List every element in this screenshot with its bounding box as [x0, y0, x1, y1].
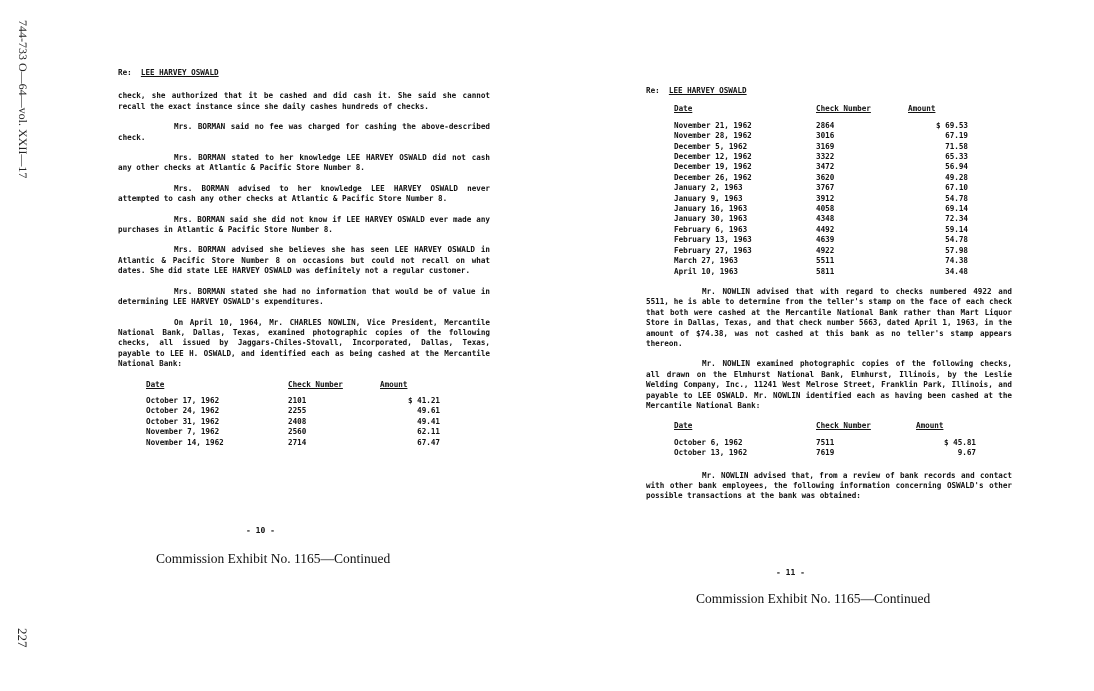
cell-date: October 6, 1962 [674, 437, 743, 447]
cell-date: January 16, 1963 [674, 204, 748, 214]
table-row [674, 256, 978, 266]
table-row [674, 121, 978, 131]
paragraph: Mrs. BORMAN said no fee was charged for cashing the above-described check. [118, 122, 490, 142]
paragraph: On April 10, 1964, Mr. CHARLES NOWLIN, Vice President, Mercantile National Bank, Dallas, Texas, examined photographic copies of the following checks, all issued by Jaggars-Chiles-Stovall, Incorporated, Dallas, Texas, payable to LEE H. OSWALD, and identified each as being cashed at the Mercantile National Bank: [118, 317, 490, 369]
cell-date: October 13, 1962 [674, 448, 748, 458]
closing-paragraph: Mr. NOWLIN advised that, from a review of bank records and contact with other bank employees, the following information concerning OSWALD's other possible transactions at the bank was obtained: [646, 470, 1012, 501]
cell-date: March 27, 1963 [674, 256, 739, 266]
table-row [674, 235, 978, 245]
cell-amount: 62.11 [417, 427, 440, 437]
cell-check-number: 3016 [816, 131, 835, 141]
cell-amount: 67.47 [417, 437, 440, 447]
re-subject: LEE HARVEY OSWALD [140, 68, 219, 77]
cell-amount: $ 41.21 [407, 395, 440, 405]
cell-amount: $ 45.81 [943, 437, 976, 447]
cell-amount: 65.33 [945, 152, 968, 162]
right-paragraphs [646, 287, 1012, 411]
table-row [146, 438, 450, 448]
left-caption: Commission Exhibit No. 1165—Continued [156, 551, 391, 566]
cell-amount: 67.10 [945, 183, 968, 193]
cell-check-number: 4922 [816, 245, 835, 255]
cell-amount: 54.78 [945, 193, 968, 203]
col-header-amount: Amount [380, 379, 408, 389]
right-caption: Commission Exhibit No. 1165—Continued [696, 591, 931, 606]
paragraph: Mr. NOWLIN examined photographic copies of the following checks, all drawn on the Elmhurst National Bank, Elmhurst, Illinois, by the Leslie Welding Company, Inc., 11241 West Melrose Street, Franklin Park, Illinois, and payable to LEE OSWALD. Mr. NOWLIN identified each as having been cashed at the Mercantile National Bank: [646, 359, 1012, 410]
col-header-date: Date [674, 104, 693, 114]
table-row [674, 225, 978, 235]
table-row [674, 267, 978, 277]
left-check-table [146, 380, 450, 448]
cell-date: February 6, 1963 [674, 224, 748, 234]
cell-amount: $ 69.53 [935, 120, 968, 130]
cell-check-number: 4348 [816, 214, 835, 224]
table-row [146, 417, 450, 427]
cell-check-number: 4058 [816, 204, 835, 214]
cell-date: January 2, 1963 [674, 183, 743, 193]
cell-amount: 67.19 [945, 131, 968, 141]
paragraph: Mrs. BORMAN advised she believes she has seen LEE HARVEY OSWALD in Atlantic & Pacific Store Number 8 on occasions but could not recall on what dates. She did state LEE HARVEY OSWALD was definitely not a regular customer. [118, 245, 490, 276]
re-label: Re: [646, 86, 660, 95]
left-page [118, 68, 490, 448]
paragraph: check, she authorized that it be cashed and did cash it. She said she cannot recall the exact instance since she daily cashes hundreds of checks. [118, 91, 490, 111]
cell-check-number: 2560 [288, 427, 307, 437]
cell-check-number: 2101 [288, 395, 307, 405]
cell-check-number: 3169 [816, 141, 835, 151]
cell-date: December 12, 1962 [674, 152, 752, 162]
cell-date: December 5, 1962 [674, 141, 748, 151]
cell-amount: 74.38 [945, 256, 968, 266]
cell-date: October 17, 1962 [146, 395, 220, 405]
table-row [146, 427, 450, 437]
right-check-table-2 [674, 421, 986, 458]
re-subject: LEE HARVEY OSWALD [668, 86, 747, 95]
cell-date: January 30, 1963 [674, 214, 748, 224]
cell-amount: 57.98 [945, 245, 968, 255]
col-header-amount: Amount [908, 104, 936, 114]
cell-check-number: 7511 [816, 437, 835, 447]
cell-check-number: 2714 [288, 437, 307, 447]
cell-date: February 27, 1963 [674, 245, 752, 255]
table-row [674, 142, 978, 152]
left-paragraphs [118, 91, 490, 369]
cell-date: November 7, 1962 [146, 427, 220, 437]
col-header-amount: Amount [916, 421, 944, 431]
cell-date: November 28, 1962 [674, 131, 752, 141]
right-page-number: - 11 - [776, 568, 805, 577]
margin-page-number: 227 [15, 628, 30, 648]
paragraph: Mr. NOWLIN advised that with regard to checks numbered 4922 and 5511, he is able to determine from the teller's stamp on the face of each check that both were cashed at the Mercantile National Bank rather than Mart Liquor Store in Dallas, Texas, and that check number 5663, dated April 1, 1963, in the amount of $74.38, was not cashed at this bank as no teller's stamp appears thereon. [646, 286, 1012, 348]
paragraph: Mrs. BORMAN said she did not know if LEE HARVEY OSWALD ever made any purchases in Atlantic & Pacific Store Number 8. [118, 214, 490, 235]
cell-check-number: 2864 [816, 120, 835, 130]
cell-check-number: 2408 [288, 416, 307, 426]
cell-date: December 19, 1962 [674, 162, 752, 172]
cell-amount: 34.48 [945, 266, 968, 276]
paragraph: Mrs. BORMAN stated to her knowledge LEE HARVEY OSWALD did not cash any other checks at Atlantic & Pacific Store Number 8. [118, 153, 490, 173]
table-row [674, 448, 986, 458]
cell-check-number: 3767 [816, 183, 835, 193]
table-row [674, 194, 978, 204]
cell-check-number: 4639 [816, 235, 835, 245]
right-check-table-1 [674, 104, 978, 277]
col-header-check-number: Check Number [288, 379, 343, 389]
right-re-line [646, 86, 1012, 96]
cell-amount: 49.41 [417, 416, 440, 426]
cell-check-number: 2255 [288, 406, 307, 416]
cell-amount: 69.14 [945, 204, 968, 214]
cell-date: January 9, 1963 [674, 193, 743, 203]
cell-check-number: 3322 [816, 152, 835, 162]
cell-amount: 72.34 [945, 214, 968, 224]
table-row [674, 173, 978, 183]
table-row [674, 214, 978, 224]
table-row [674, 204, 978, 214]
re-label: Re: [118, 68, 132, 77]
cell-check-number: 7619 [816, 448, 835, 458]
cell-check-number: 3472 [816, 162, 835, 172]
paragraph: Mrs. BORMAN stated she had no information that would be of value in determining LEE HARVEY OSWALD's expenditures. [118, 286, 490, 307]
table-row [674, 152, 978, 162]
table-row [674, 438, 986, 448]
cell-check-number: 3912 [816, 193, 835, 203]
table-row [674, 183, 978, 193]
cell-check-number: 5511 [816, 256, 835, 266]
cell-date: October 24, 1962 [146, 406, 220, 416]
cell-check-number: 5811 [816, 266, 835, 276]
cell-amount: 49.28 [945, 172, 968, 182]
cell-amount: 9.67 [957, 448, 976, 458]
margin-volume-note: 744-733 O—64—vol. XXII—17 [16, 20, 30, 179]
col-header-check-number: Check Number [816, 104, 871, 114]
cell-amount: 59.14 [945, 224, 968, 234]
cell-amount: 54.78 [945, 235, 968, 245]
col-header-date: Date [146, 379, 165, 389]
table-row [146, 406, 450, 416]
table-row [674, 162, 978, 172]
cell-date: November 14, 1962 [146, 437, 224, 447]
col-header-check-number: Check Number [816, 421, 871, 431]
cell-date: February 13, 1963 [674, 235, 752, 245]
cell-amount: 71.58 [945, 141, 968, 151]
cell-date: October 31, 1962 [146, 416, 220, 426]
cell-check-number: 4492 [816, 224, 835, 234]
left-page-number: - 10 - [246, 526, 275, 535]
col-header-date: Date [674, 421, 693, 431]
table-row [674, 246, 978, 256]
right-page [646, 86, 1012, 512]
cell-date: November 21, 1962 [674, 120, 752, 130]
left-re-line [118, 68, 490, 78]
cell-amount: 56.94 [945, 162, 968, 172]
table-row [146, 396, 450, 406]
paragraph: Mrs. BORMAN advised to her knowledge LEE HARVEY OSWALD never attempted to cash any other checks at Atlantic & Pacific Store Number 8. [118, 183, 490, 204]
cell-date: December 26, 1962 [674, 172, 752, 182]
cell-check-number: 3620 [816, 172, 835, 182]
table-row [674, 131, 978, 141]
cell-amount: 49.61 [417, 406, 440, 416]
cell-date: April 10, 1963 [674, 266, 739, 276]
